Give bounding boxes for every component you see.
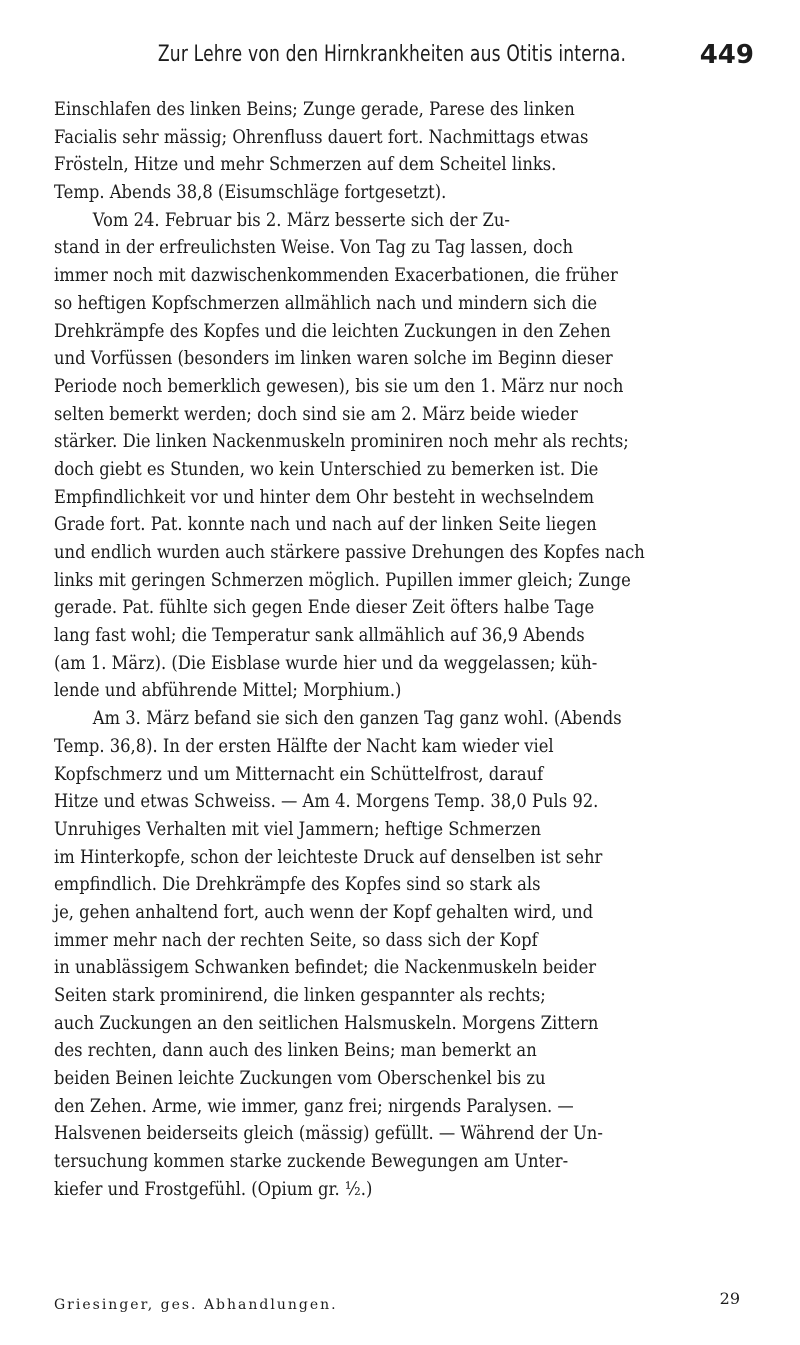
text-line: im Hinterkopfe, schon der leichteste Druck auf denselben ist sehr	[54, 846, 603, 868]
text-line: lende und abführende Mittel; Morphium.)	[54, 680, 402, 702]
text-line: Halsvenen beiderseits gleich (mässig) gefüllt. — Während der Un-	[54, 1123, 603, 1145]
text-line: Facialis sehr mässig; Ohrenfluss dauert fort. Nachmittags etwas	[54, 126, 589, 148]
text-line: doch giebt es Stunden, wo kein Unterschied zu bemerken ist. Die	[54, 458, 599, 480]
text-line: je, gehen anhaltend fort, auch wenn der Kopf gehalten wird, und	[54, 901, 594, 923]
text-line: in unablässigem Schwanken befindet; die Nackenmuskeln beider	[54, 957, 597, 979]
text-line: Einschlafen des linken Beins; Zunge gerade, Parese des linken	[54, 99, 575, 120]
text-line: gerade. Pat. fühlte sich gegen Ende dieser Zeit öfters halbe Tage	[54, 597, 595, 619]
text-line: Periode noch bemerklich gewesen), bis sie um den 1. März nur noch	[54, 375, 624, 397]
text-line: Am 3. März befand sie sich den ganzen Tag ganz wohl. (Abends	[92, 708, 622, 730]
text-line: Vom 24. Februar bis 2. März besserte sich der Zu-	[92, 209, 510, 231]
text-line: selten bemerkt werden; doch sind sie am 2. März beide wieder	[54, 403, 578, 425]
text-line: Temp. 36,8). In der ersten Hälfte der Nacht kam wieder viel	[54, 735, 554, 757]
text-line: Kopfschmerz und um Mitternacht ein Schüttelfrost, darauf	[54, 763, 544, 785]
text-line: Seiten stark prominirend, die linken gespannter als rechts;	[54, 985, 546, 1006]
text-line: Frösteln, Hitze und mehr Schmerzen auf dem Scheitel links.	[54, 154, 557, 176]
text-line: und Vorfüssen (besonders im linken waren solche im Beginn dieser	[54, 348, 613, 370]
text-line: empfindlich. Die Drehkrämpfe des Kopfes sind so stark als	[54, 874, 541, 896]
text-line: immer noch mit dazwischenkommenden Exacerbationen, die früher	[54, 265, 618, 287]
signature-number: 29	[719, 1289, 740, 1308]
text-line: beiden Beinen leichte Zuckungen vom Oberschenkel bis zu	[54, 1068, 546, 1090]
text-line: so heftigen Kopfschmerzen allmählich nach und mindern sich die	[54, 292, 598, 314]
text-line: Unruhiges Verhalten mit viel Jammern; heftige Schmerzen	[54, 818, 542, 840]
text-line: auch Zuckungen an den seitlichen Halsmuskeln. Morgens Zittern	[54, 1012, 599, 1034]
text-line: (am 1. März). (Die Eisblase wurde hier und da weggelassen; küh-	[54, 652, 598, 674]
text-line: und endlich wurden auch stärkere passive Drehungen des Kopfes nach	[54, 542, 645, 563]
text-line: Hitze und etwas Schweiss. — Am 4. Morgens Temp. 38,0 Puls 92.	[54, 791, 599, 813]
text-line: lang fast wohl; die Temperatur sank allmählich auf 36,9 Abends	[54, 625, 585, 647]
text-line: stärker. Die linken Nackenmuskeln prominiren noch mehr als rechts;	[54, 431, 629, 453]
text-line: Drehkrämpfe des Kopfes und die leichten Zuckungen in den Zehen	[54, 320, 611, 342]
text-line: kiefer und Frostgefühl. (Opium gr. ½.)	[54, 1178, 373, 1200]
page-footer	[54, 1289, 740, 1327]
page-number: 449	[699, 40, 754, 70]
body-text	[54, 96, 744, 1204]
text-line: tersuchung kommen starke zuckende Bewegungen am Unter-	[54, 1151, 569, 1173]
text-line: des rechten, dann auch des linken Beins; man bemerkt an	[54, 1040, 537, 1062]
text-line: Empfindlichkeit vor und hinter dem Ohr besteht in wechselndem	[54, 486, 594, 508]
running-title: Zur Lehre von den Hirnkrankheiten aus Otitis interna.	[157, 42, 627, 67]
text-line: den Zehen. Arme, wie immer, ganz frei; nirgends Paralysen. —	[54, 1095, 574, 1117]
text-line: Grade fort. Pat. konnte nach und nach auf der linken Seite liegen	[54, 514, 597, 536]
text-line: stand in der erfreulichsten Weise. Von Tag zu Tag lassen, doch	[54, 237, 573, 259]
page-header	[60, 40, 754, 80]
text-line: links mit geringen Schmerzen möglich. Pupillen immer gleich; Zunge	[54, 569, 631, 591]
text-line: immer mehr nach der rechten Seite, so dass sich der Kopf	[54, 929, 538, 951]
text-line: Temp. Abends 38,8 (Eisumschläge fortgesetzt).	[54, 182, 447, 204]
signature-mark: Griesinger, ges. Abhandlungen.	[54, 1297, 338, 1313]
